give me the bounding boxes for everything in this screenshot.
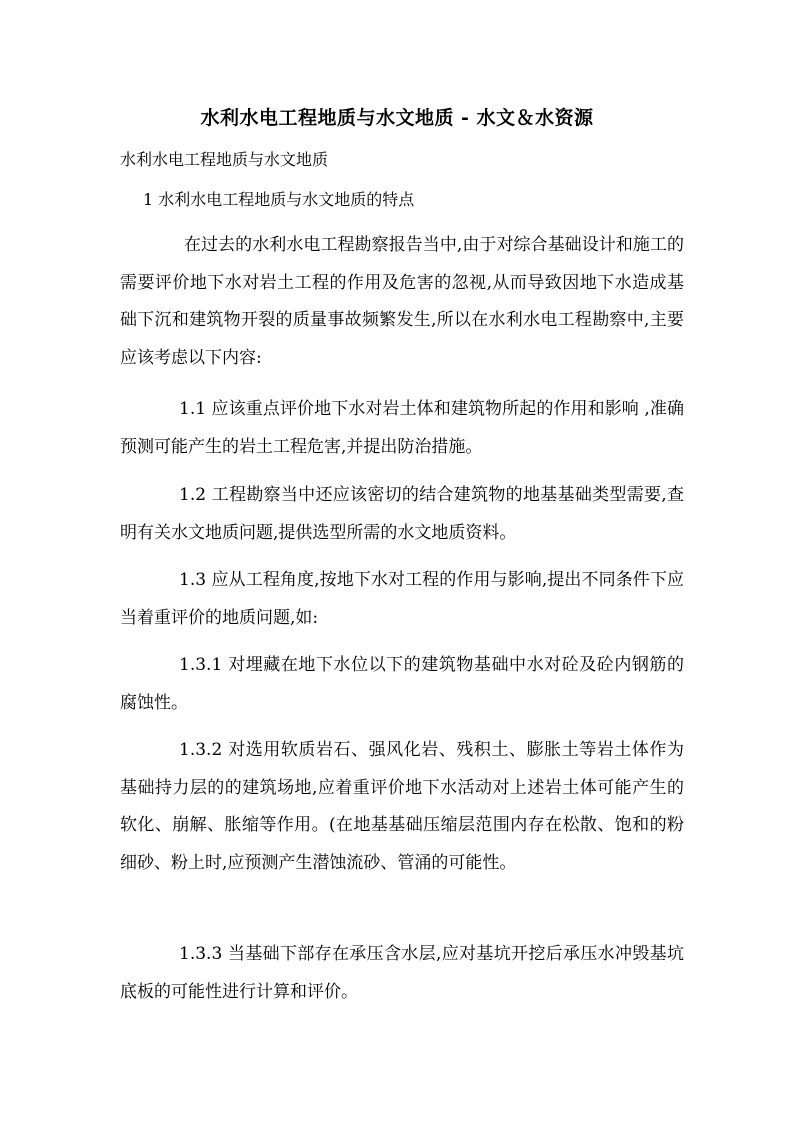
document-subtitle: 水利水电工程地质与水文地质 — [120, 150, 329, 169]
paragraph-1-3: 1.3 应从工程角度,按地下水对工程的作用与影响,提出不同条件下应当着重评价的地质问题,如: — [120, 570, 684, 628]
paragraph-1-1: 1.1 应该重点评价地下水对岩土体和建筑物所起的作用和影响 ,准确预测可能产生的岩土工程危害,并提出防治措施。 — [120, 399, 684, 457]
paragraph-intro: 在过去的水利水电工程勘察报告当中,由于对综合基础设计和施工的需要评价地下水对岩土工程的作用及危害的忽视,从而导致因地下水造成基础下沉和建筑物开裂的质量事故频繁发生,所以在水利水电工程勘察中,主要应该考虑以下内容: — [120, 235, 684, 368]
document-title: 水利水电工程地质与水文地质 - 水文＆水资源 — [200, 107, 594, 129]
paragraph-1-3-2: 1.3.2 对选用软质岩石、强风化岩、残积土、膨胀土等岩土体作为基础持力层的的建筑场地,应着重评价地下水活动对上述岩土体可能产生的软化、崩解、胀缩等作用。(在地基基础压缩层范围内存在松散、饱和的粉细砂、粉上时,应预测产生潜蚀流砂、管涌的可能性。 — [120, 740, 684, 873]
paragraph-1-3-3: 1.3.3 当基础下部存在承压含水层,应对基坑开挖后承压水冲毁基坑底板的可能性进行计算和评价。 — [120, 944, 684, 1002]
section-heading: 1 水利水电工程地质与水文地质的特点 — [143, 190, 415, 209]
paragraph-1-3-1: 1.3.1 对埋藏在地下水位以下的建筑物基础中水对砼及砼内钢筋的腐蚀性。 — [120, 655, 684, 713]
paragraph-1-2: 1.2 工程勘察当中还应该密切的结合建筑物的地基基础类型需要,查明有关水文地质问题,提供选型所需的水文地质资料。 — [120, 485, 684, 543]
